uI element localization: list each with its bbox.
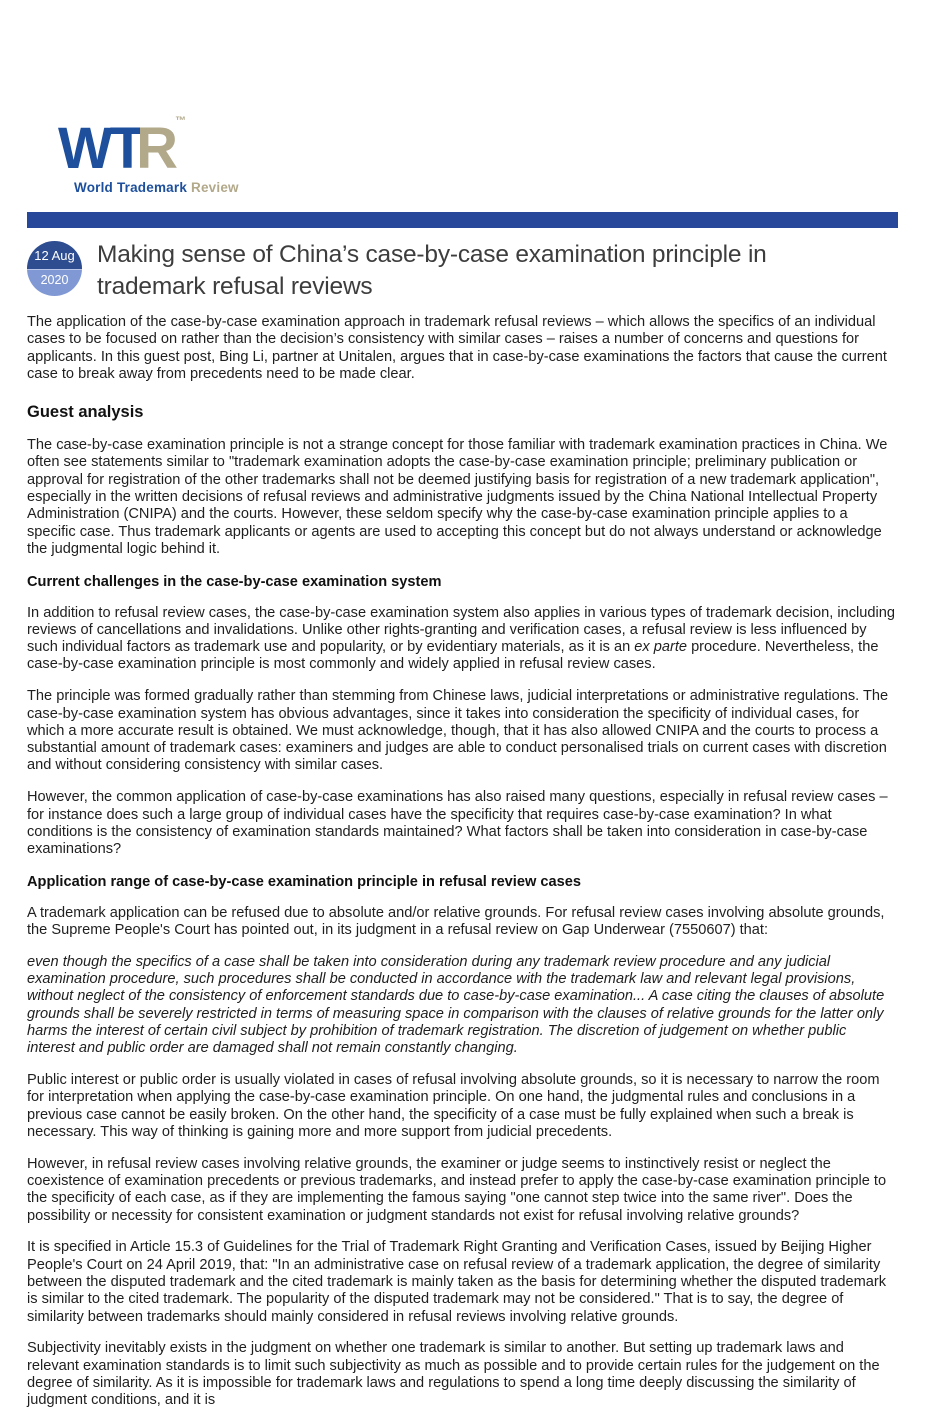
paragraph-principle-formed: The principle was formed gradually rather than stemming from Chinese laws, judicial interpretations or administrative regulations. The case-by-case examination system has obvious advantages, since it takes into consideration the specificity of individual cases, for which a more accurate result is obtained. We must acknowledge, though, that it has also allowed CNIPA and the courts to process a substantial amount of trademark cases: examiners and judges are able to conduct personalised trials on current cases with discretion and without considering consistency with similar cases. bbox=[27, 688, 889, 774]
paragraph-refused-grounds: A trademark application can be refused due to absolute and/or relative grounds. For refusal review cases involving absolute grounds, the Supreme People's Court has pointed out, in its judgment in a refusal review on Gap Underwear (7550607) that: bbox=[27, 904, 885, 939]
paragraph-article-153: It is specified in Article 15.3 of Guidelines for the Trial of Trademark Right Granting and Verification Cases, issued by Beijing Higher People's Court on 24 April 2019, that: "In an administrative case on refusal review of a trademark application, the degree of similarity between the disputed trademark and the cited trademark is mainly taken as the basis for determining whether the disputed trademark is similar to the cited trademark. The popularity of the disputed trademark may not be considered." That is to say, the degree of similarity between trademarks should mainly considered in refusal reviews involving relative grounds. bbox=[27, 1239, 887, 1325]
date-badge bbox=[27, 241, 82, 296]
ex-parte-italic: ex parte bbox=[634, 639, 688, 656]
date-badge-year: 2020 bbox=[27, 270, 82, 296]
paragraph-not-strange: The case-by-case examination principle is not a strange concept for those familiar with trademark examination practices in China. We often see statements similar to "trademark examination adopts the case-by-case examination principle; preliminary publication or approval for registration of the other trademarks shall not be deemed justifying basis for registration of a new trademark application", especially in the written decisions of refusal reviews and administrative judgments issued by the China National Intellectual Property Administration (CNIPA) and the courts. However, these seldom specify why the case-by-case examination principle applies to a specific case. Thus trademark applicants or agents are used to accepting this concept but do not always understand or acknowledge the judgmental logic behind it. bbox=[27, 437, 888, 557]
logo-tagline bbox=[74, 180, 239, 195]
wtr-logo[interactable] bbox=[58, 92, 239, 195]
paragraph-however-common: However, the common application of case-by-case examinations has also raised many questions, especially in refusal review cases – for instance does such a large group of individual cases have the specificity that requires case-by-case examination? In what conditions is the consistency of examination standards maintained? What factors shall be taken into consideration in case-by-case examinations? bbox=[27, 789, 888, 858]
subheading-application-range: Application range of case-by-case examination principle in refusal review cases bbox=[27, 874, 581, 891]
date-badge-day-month: 12 Aug bbox=[27, 241, 82, 270]
logo-tagline-secondary: Review bbox=[187, 180, 239, 195]
guest-analysis-heading: Guest analysis bbox=[27, 403, 144, 422]
intro-paragraph: The application of the case-by-case examination approach in trademark refusal reviews – which allows the specifics of an individual cases to be focused on rather than the decision’s consistency with similar cases – raises a number of concerns and questions for applicants. In this guest post, Bing Li, partner at Unitalen, argues that in case-by-case examinations the factors that cause the current case to break away from precedents need to be made clear. bbox=[27, 314, 887, 382]
paragraph-ex-parte-after: procedure. Nevertheless, the case-by-case examination principle is most commonly and widely applied in refusal review cases. bbox=[27, 639, 879, 673]
logo-letter-tan: R bbox=[136, 116, 176, 181]
blockquote-gap-underwear: even though the specifics of a case shall be taken into consideration during any trademark review procedure and any judicial examination procedure, such procedures shall be conducted in accordance with the trademark law and relevant legal provisions, without neglect of the consistency of enforcement standards due to case-by-case examination... A case citing the clauses of absolute grounds shall be severely restricted in terms of measuring space in comparison with the clauses of relative grounds for the latter only harms the interest of certain civil subject by prohibition of trademark registration. The discretion of judgement on whether public interest and public order are damaged shall not remain constantly changing. bbox=[27, 953, 885, 1057]
paragraph-ex-parte bbox=[27, 605, 898, 674]
paragraph-subjectivity: Subjectivity inevitably exists in the judgment on whether one trademark is similar to another. But setting up trademark laws and relevant examination standards is to limit such subjectivity as much as possible and to provide certain rules for the judgement on the degree of similarity. As it is impossible for trademark laws and regulations to spend a long time deeply discussing the similarity of judgment conditions, and it is bbox=[27, 1340, 880, 1409]
logo-tagline-primary: World Trademark bbox=[74, 180, 188, 195]
logo-letters-blue: WT bbox=[58, 116, 143, 181]
subheading-current-challenges: Current challenges in the case-by-case examination system bbox=[27, 574, 442, 591]
article-body bbox=[27, 314, 898, 1424]
paragraph-relative-grounds: However, in refusal review cases involving relative grounds, the examiner or judge seems to instinctively resist or neglect the coexistence of examination precedents or previous trademarks, and instead prefer to apply the case-by-case examination principle to the specificity of each case, as if they are implementing the famous saying "one cannot step twice into the same river". Does the possibility or necessity for consistent examination or judgment standards not exist for refusal involving relative grounds? bbox=[27, 1155, 887, 1224]
wtr-logo-letters bbox=[58, 92, 239, 181]
page-title: Making sense of China’s case-by-case examination principle in trademark refusal reviews bbox=[97, 241, 767, 300]
paragraph-ex-parte-before: In addition to refusal review cases, the case-by-case examination system also applies in various types of trademark decision, including reviews of cancellations and invalidations. Unlike other rights-granting and verification cases, a refusal review is less influenced by such individual factors as trademark use and popularity, or by evidentiary materials, as it is an bbox=[27, 604, 895, 656]
header-divider-bar bbox=[27, 212, 898, 228]
trademark-symbol: ™ bbox=[175, 115, 187, 127]
paragraph-public-interest: Public interest or public order is usually violated in cases of refusal involving absolute grounds, so it is necessary to narrow the room for interpretation when applying the case-by-case examination principle. On one hand, the judgmental rules and conclusions in a previous case cannot be easily broken. On the other hand, the specificity of a case must be fully explained when such a break is necessary. This way of thinking is gaining more and more support from judicial precedents. bbox=[27, 1072, 880, 1140]
